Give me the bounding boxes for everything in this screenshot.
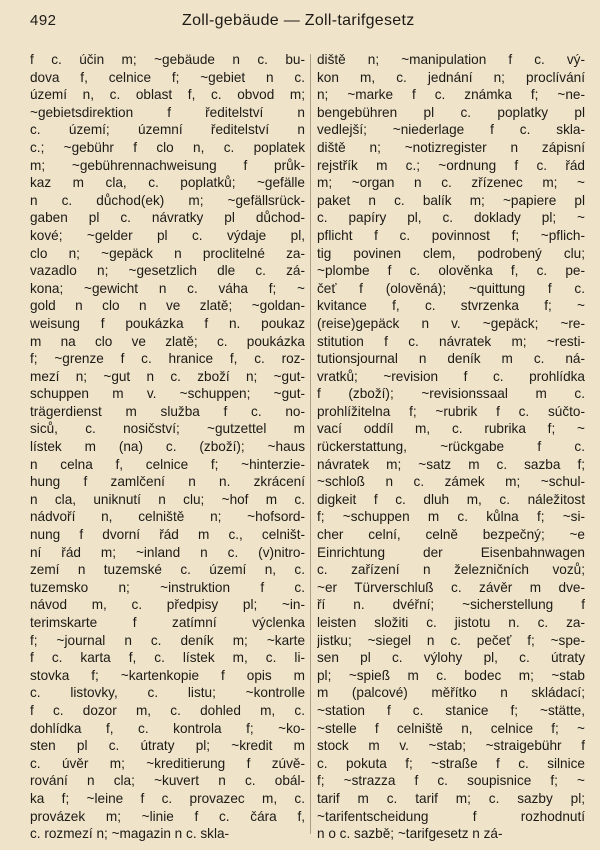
running-title: Zoll-gebäude — Zoll-tarifgesetz: [182, 12, 415, 29]
dictionary-line: paket n c. balík m; ~papiere pl: [317, 192, 585, 208]
dictionary-line: nádvoří n, celniště n; ~hofsord-: [30, 509, 305, 525]
dictionary-line: návratek m; ~satz m c. sazba f;: [317, 456, 585, 472]
dictionary-line: provázek m; ~linie f c. čára f,: [30, 808, 305, 824]
dictionary-line: stovka f; ~kartenkopie f opis m: [30, 667, 305, 683]
dictionary-line: lístek m (na) c. (zboží); ~haus: [30, 439, 305, 455]
dictionary-line: ~plombe f c. olověnka f, c. pe-: [317, 263, 585, 279]
dictionary-line: ní řád m; ~inland n c. (v)nitro-: [30, 544, 305, 560]
dictionary-line: pl; ~spieß m c. bodec m; ~stab: [317, 667, 585, 683]
dictionary-line: n o c. sazbě; ~tarifgesetz n zá-: [317, 826, 503, 841]
dictionary-line: clo n; ~gepäck n proclitelné za-: [30, 245, 305, 261]
page-header: [0, 0, 600, 40]
dictionary-line: bengebühren pl c. poplatky pl: [317, 104, 585, 120]
dictionary-line: c. rozmezí n; ~magazin n c. skla-: [30, 826, 230, 841]
dictionary-line: f; ~journal n c. deník m; ~karte: [30, 632, 305, 648]
dictionary-line: Einrichtung der Eisenbahnwagen: [317, 544, 585, 560]
dictionary-line: mezí n; ~gut n c. zboží n; ~gut-: [30, 368, 305, 384]
dictionary-line: ~er Türverschluß c. závěr m dve-: [317, 579, 585, 595]
dictionary-line: c. zařízení n železničních vozů;: [317, 562, 585, 578]
dictionary-line: digkeit f c. dluh m, c. náležitost: [317, 491, 585, 507]
dictionary-line: c. pokuta f; ~straße f c. silnice: [317, 755, 585, 771]
dictionary-line: trägerdienst m služba f c. no-: [30, 403, 305, 419]
dictionary-line: ~gebietsdirektion f ředitelství n: [30, 104, 305, 120]
dictionary-line: siců, c. nosičství; ~gutzettel m: [30, 421, 305, 437]
dictionary-line: kové; ~gelder pl c. výdaje pl,: [30, 227, 305, 243]
dictionary-line: tig povinen clem, podrobený clu;: [317, 245, 585, 261]
dictionary-line: m (palcové) měřítko n skládací;: [317, 685, 585, 701]
dictionary-line: hung f zamlčení n n. zkrácení: [30, 474, 305, 490]
dictionary-line: tarif m c. tarif m; c. sazby pl;: [317, 790, 585, 806]
dictionary-line: ~tarifentscheidung f rozhodnutí: [317, 808, 585, 824]
dictionary-line: dohlídka f, c. kontrola f; ~ko-: [30, 720, 305, 736]
dictionary-line: c. papíry pl, c. doklady pl; ~: [317, 210, 585, 226]
dictionary-line: sten pl c. útraty pl; ~kredit m: [30, 738, 305, 754]
dictionary-line: rejstřík m c.; ~ordnung f c. řád: [317, 157, 585, 173]
dictionary-line: vací oddíl m, c. rubrika f; ~: [317, 421, 585, 437]
dictionary-line: sen pl c. výlohy pl, c. útraty: [317, 650, 585, 666]
dictionary-line: nung f dvorní řád m c., celništ-: [30, 527, 305, 543]
page-number: 492: [30, 12, 57, 29]
dictionary-line: ~station f c. stanice f; ~stätte,: [317, 702, 585, 718]
dictionary-line: f c. karta f, c. lístek m, c. li-: [30, 650, 305, 666]
dictionary-line: vedlejší; ~niederlage f c. skla-: [317, 122, 585, 138]
dictionary-line: gold n clo n ve zlatě; ~goldan-: [30, 298, 305, 314]
dictionary-line: stitution f c. návratek m; ~resti-: [317, 333, 585, 349]
dictionary-line: návod m, c. předpisy pl; ~in-: [30, 597, 305, 613]
dictionary-line: území n, c. oblast f, c. obvod m;: [30, 87, 305, 103]
dictionary-line: čeť f (olověná); ~quittung f c.: [317, 280, 585, 296]
dictionary-line: dova f, celnice f; ~gebiet n c.: [30, 69, 305, 85]
dictionary-line: n; ~marke f c. známka f; ~ne-: [317, 87, 585, 103]
dictionary-line: vratků; ~revision f c. prohlídka: [317, 368, 585, 384]
dictionary-line: ~stelle f celniště n, celnice f; ~: [317, 720, 585, 736]
dictionary-line: (reise)gepäck n v. ~gepäck; ~re-: [317, 315, 585, 331]
dictionary-line: stock m v. ~stab; ~straigebühr f: [317, 738, 585, 754]
dictionary-line: ří n. dvéřní; ~sicherstellung f: [317, 597, 585, 613]
dictionary-line: ~schloß n c. zámek m; ~schul-: [317, 474, 585, 490]
dictionary-line: gaben pl c. návratky pl důchod-: [30, 210, 305, 226]
dictionary-line: n celna f, celnice f; ~hinterzie-: [30, 456, 305, 472]
left-column: [30, 51, 305, 841]
dictionary-line: f c. dozor m, c. dohled m, c.: [30, 702, 305, 718]
dictionary-line: tutionsjournal n deník m c. ná-: [317, 351, 585, 367]
dictionary-line: rování n cla; ~kuvert n c. obál-: [30, 773, 305, 789]
dictionary-line: m; ~organ n c. zřízenec m; ~: [317, 175, 585, 191]
dictionary-line: leisten složiti c. jistotu n. c. za-: [317, 615, 585, 630]
dictionary-line: f c. účin m; ~gebäude n c. bu-: [30, 52, 305, 67]
dictionary-line: ka f; ~leine f c. provazec m, c.: [30, 790, 305, 806]
dictionary-line: diště n; ~notizregister n zápisní: [317, 139, 585, 155]
right-column: [317, 51, 585, 841]
dictionary-line: kon m, c. jednání n; proclívání: [317, 69, 585, 85]
dictionary-line: c.; ~gebühr f clo n, c. poplatek: [30, 139, 305, 155]
dictionary-line: cher celní, celně bezpečný; ~e: [317, 527, 585, 543]
dictionary-line: terimskarte f zatímní výclenka: [30, 615, 305, 630]
dictionary-line: c. území; územní ředitelství n: [30, 122, 305, 138]
dictionary-line: weisung f poukázka f n. poukaz: [30, 315, 305, 331]
dictionary-line: f (zboží); ~revisionssaal m c.: [317, 386, 585, 402]
column-divider: [310, 54, 311, 834]
dictionary-line: f; ~grenze f c. hranice f, c. roz-: [30, 351, 305, 367]
dictionary-line: vazadlo n; ~gesetzlich dle c. zá-: [30, 263, 305, 279]
dictionary-line: m na clo ve zlatě; c. poukázka: [30, 333, 305, 349]
dictionary-line: f; ~strazza f c. soupisnice f; ~: [317, 773, 585, 789]
dictionary-line: kvitance f, c. stvrzenka f; ~: [317, 298, 585, 314]
dictionary-line: n cla, uniknutí n clu; ~hof m c.: [30, 491, 305, 507]
dictionary-line: c. listovky, c. listu; ~kontrolle: [30, 685, 305, 701]
dictionary-line: tuzemsko n; ~instruktion f c.: [30, 579, 305, 595]
dictionary-line: m; ~gebührennachweisung f průk-: [30, 157, 305, 173]
dictionary-line: prohlížitelna f; ~rubrik f c. súčto-: [317, 403, 585, 419]
dictionary-line: pflicht f c. povinnost f; ~pflich-: [317, 227, 585, 243]
dictionary-line: jistku; ~siegel n c. pečeť f; ~spe-: [317, 632, 585, 648]
dictionary-line: kona; ~gewicht n c. váha f; ~: [30, 280, 305, 296]
dictionary-line: kaz m cla, c. poplatků; ~gefälle: [30, 175, 305, 191]
dictionary-line: rückerstattung, ~rückgabe f c.: [317, 439, 585, 455]
dictionary-line: zemí n tuzemské c. území n, c.: [30, 562, 305, 578]
dictionary-line: c. úvěr m; ~kreditierung f zúvě-: [30, 755, 305, 771]
dictionary-line: f; ~schuppen m c. kůlna f; ~si-: [317, 509, 585, 525]
dictionary-line: n c. důchod(ek) m; ~gefällsrück-: [30, 192, 305, 208]
dictionary-line: schuppen m v. ~schuppen; ~gut-: [30, 386, 305, 402]
dictionary-line: diště n; ~manipulation f c. vý-: [317, 52, 585, 67]
